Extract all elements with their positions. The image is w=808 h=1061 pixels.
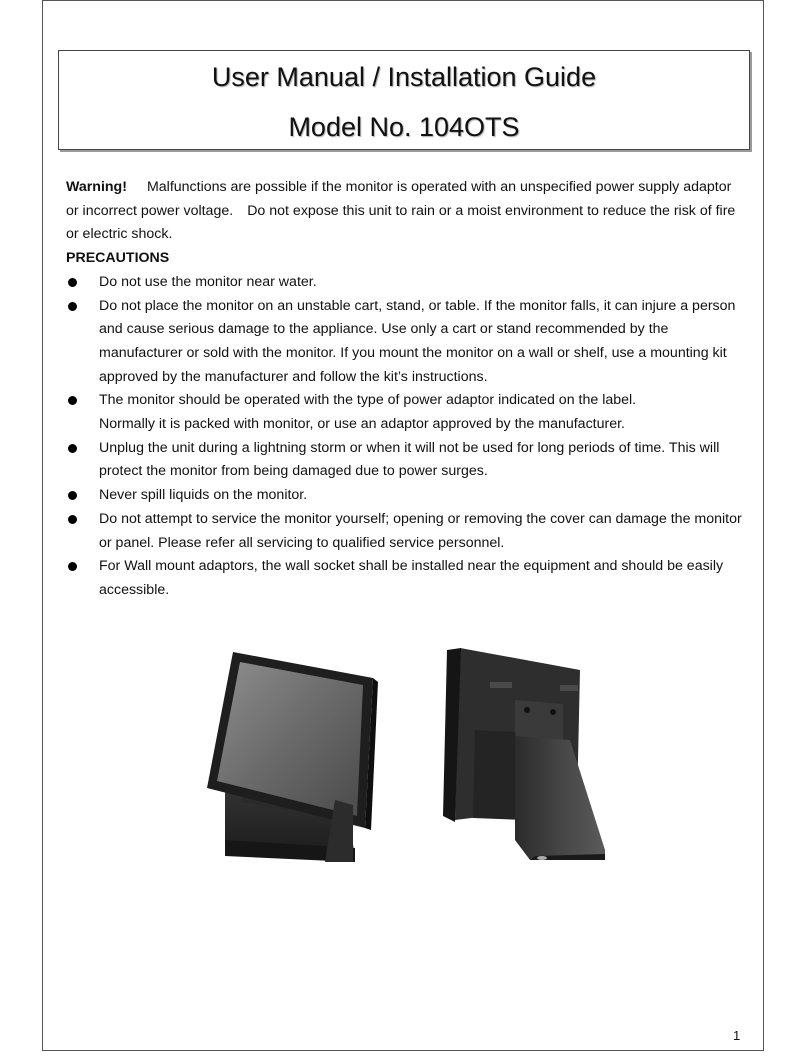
page-number: 1	[733, 1028, 741, 1043]
monitor-rear-view	[443, 648, 605, 860]
bullet-icon	[68, 302, 77, 311]
warning-paragraph	[66, 176, 742, 247]
list-item-text: For Wall mount adaptors, the wall socket shall be installed near the equipment and should be easily accessible.	[99, 558, 724, 598]
precautions-heading: PRECAUTIONS	[66, 250, 170, 267]
list-item	[66, 295, 742, 390]
list-item	[66, 508, 742, 555]
manual-title: User Manual / Installation Guide	[211, 62, 597, 92]
precautions-list	[66, 271, 742, 603]
bullet-icon	[68, 562, 77, 571]
list-item-text: Unplug the unit during a lightning storm or when it will not be used for long periods of time. This will protect the monitor from being damaged due to power surges.	[99, 439, 720, 480]
model-number: Model No. 104OTS	[288, 112, 520, 142]
list-item	[66, 437, 742, 484]
warning-label: Warning!	[66, 179, 127, 195]
list-item-text: Never spill liquids on the monitor.	[99, 487, 308, 504]
list-item	[66, 484, 742, 508]
bullet-icon	[68, 278, 77, 287]
bullet-icon	[68, 444, 77, 453]
bullet-icon	[68, 491, 77, 500]
warning-text-1: Malfunctions are possible if the monitor is operated with an unspecified power supply adaptor or incorrect power voltage.	[66, 179, 732, 219]
list-item-text: The monitor should be operated with the type of power adaptor indicated on the label.	[99, 392, 637, 409]
bullet-icon	[68, 396, 77, 405]
list-item	[66, 555, 742, 602]
product-photo	[185, 640, 615, 865]
title-box	[58, 50, 750, 150]
list-item	[66, 271, 742, 295]
bullet-icon	[68, 515, 77, 524]
list-item-text-continued: Normally it is packed with monitor, or use an adaptor approved by the manufacturer.	[99, 416, 625, 433]
list-item-text: Do not place the monitor on an unstable cart, stand, or table. If the monitor falls, it can injure a person and cause serious damage to the appliance. Use only a cart or stand recommended by the manufacturer or sold with the monitor. If you mount the monitor on a wall or shelf, use a mounting kit approved by the manufacturer and follow the kit’s instructions.	[99, 297, 736, 385]
monitor-front-view	[207, 652, 378, 862]
list-item-text: Do not attempt to service the monitor yourself; opening or removing the cover can damage the monitor or panel. Please refer all servicing to qualified service personnel.	[99, 510, 742, 551]
warning-text-2: Do not expose this unit to rain or a moist environment to reduce the risk of fire or electric shock.	[66, 202, 736, 243]
list-item-text: Do not use the monitor near water.	[99, 273, 317, 290]
body-text	[66, 176, 742, 603]
list-item	[66, 389, 742, 436]
